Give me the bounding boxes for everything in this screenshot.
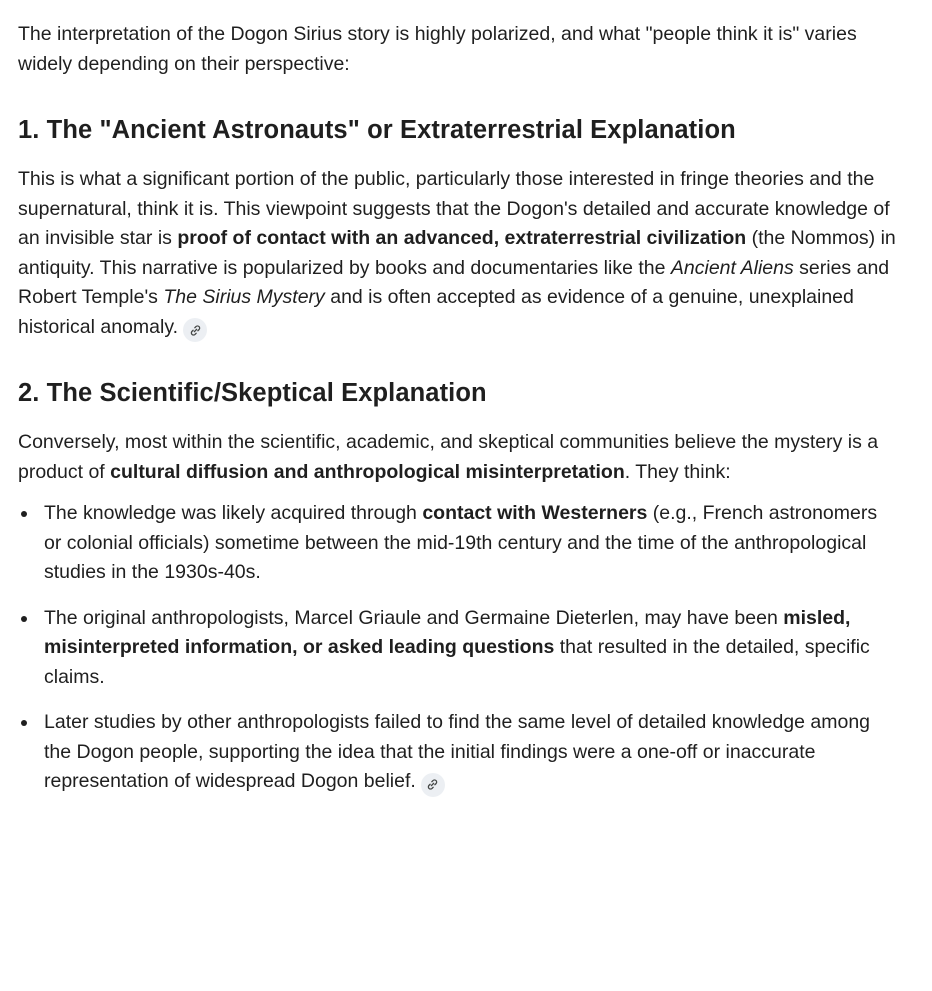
bullet-dot (21, 616, 27, 622)
text-span: Later studies by other anthropologists failed to find the same level of detailed knowledge among the Dogon people, supporting the idea that the initial findings were a one-off or inaccurate representation of widespread Dogon belief. (44, 711, 871, 792)
source-link-button[interactable] (183, 318, 207, 342)
section-scientific (18, 376, 898, 797)
section-1-paragraph (18, 165, 898, 342)
link-icon (189, 324, 202, 337)
text-span: . They think: (624, 460, 731, 483)
list-item (18, 708, 898, 797)
response-content (18, 20, 898, 831)
bold-span: cultural diffusion and anthropological misinterpretation (110, 460, 625, 483)
italic-span: The Sirius Mystery (163, 286, 325, 308)
source-link-button[interactable] (421, 773, 445, 797)
text-span: The original anthropologists, Marcel Griaule and Germaine Dieterlen, may have been (44, 606, 784, 629)
text-span: Conversely, most within the scientific, academic, and skeptical communities believe the mystery is a product of (18, 431, 879, 483)
link-icon (426, 778, 439, 791)
text-span: (e.g., French astronomers or colonial officials) sometime between the mid-19th century and the time of the anthropological studies in the 1930s-40s. (44, 502, 878, 583)
italic-span: Ancient Aliens (670, 256, 794, 279)
intro-paragraph (18, 20, 898, 79)
list-item (18, 499, 898, 588)
text-span: The knowledge was likely acquired through (44, 502, 423, 524)
text-span: (the Nommos) in antiquity. This narrative is popularized by books and documentaries like the (18, 227, 896, 279)
section-2-paragraph (18, 428, 898, 487)
section-heading-1: 1. The "Ancient Astronauts" or Extraterrestrial Explanation (18, 116, 736, 144)
list-item (18, 604, 898, 693)
text-span: This is what a significant portion of the public, particularly those interested in fringe theories and the supernatural, think it is. This viewpoint suggests that the Dogon's detailed and accurate knowledge of an invisible star is (18, 168, 890, 249)
bullet-dot (21, 511, 27, 517)
bold-span: contact with Westerners (422, 502, 648, 524)
text-span: and is often accepted as evidence of a genuine, unexplained historical anomaly. (18, 286, 854, 338)
intro-text: The interpretation of the Dogon Sirius story is highly polarized, and what "people think it is" varies widely depending on their perspective: (18, 23, 857, 75)
bullet-dot (21, 720, 27, 726)
bullet-list (18, 499, 898, 797)
bold-span: proof of contact with an advanced, extraterrestrial civilization (177, 227, 747, 249)
section-ancient-astronauts (18, 113, 898, 342)
text-span: series and Robert Temple's (18, 256, 890, 308)
text-span: that resulted in the detailed, specific claims. (44, 636, 870, 688)
bold-span: misled, misinterpreted information, or asked leading questions (44, 606, 851, 658)
section-heading-2: 2. The Scientific/Skeptical Explanation (18, 379, 487, 407)
